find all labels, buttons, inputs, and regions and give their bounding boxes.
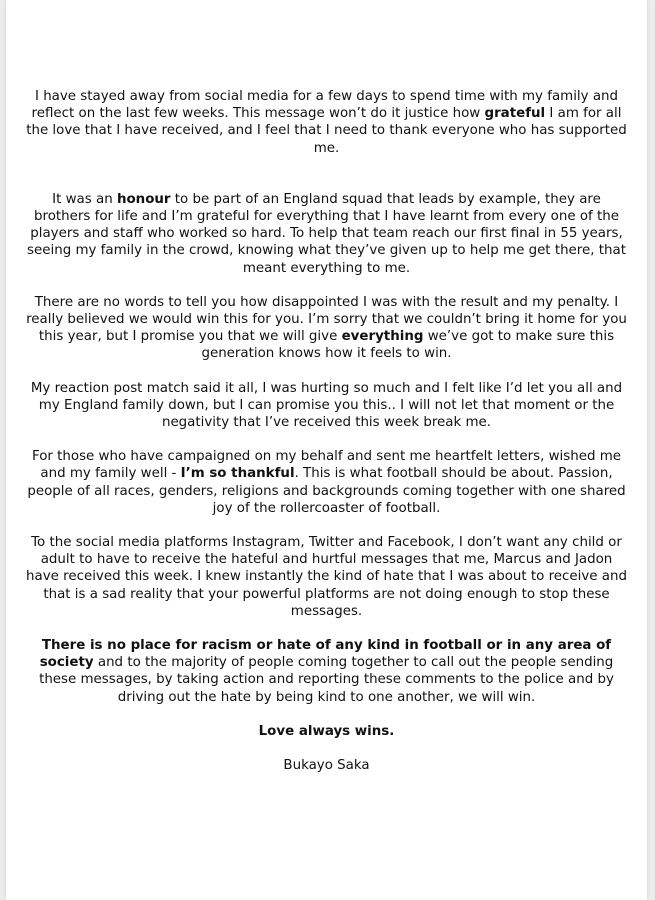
- emphasis-text: There is no place for racism or hate of any kind in football or in any area of society: [39, 638, 612, 671]
- paragraph-gratitude: [26, 88, 627, 157]
- emphasis-text: everything: [341, 329, 424, 345]
- paragraph-england-squad: [26, 191, 627, 277]
- closing-text: Love always wins.: [258, 723, 395, 739]
- letter-page: [6, 0, 647, 900]
- paragraph-disappointment: [26, 294, 627, 363]
- closing-line: [26, 723, 627, 740]
- paragraph-thanks: [26, 448, 627, 517]
- emphasis-text: I’m so thankful: [180, 466, 295, 482]
- paragraph-text: to be part of an England squad that leads by example, they are brothers for life and I’m grateful for everything that I have learnt from every one of the players and staff who worked so hard. To help that team reach our first final in 55 years, seeing my family in the crowd, knowing what they’ve given up to help me get there, that meant everything to me.: [27, 191, 626, 276]
- emphasis-text: grateful: [484, 106, 546, 122]
- signature: Bukayo Saka: [283, 758, 370, 774]
- paragraph-racism: [26, 637, 627, 706]
- paragraph-text: . This is what football should be about. Passion, people of all races, genders, religions and backgrounds coming together with one shared joy of the rollercoaster of football.: [27, 466, 626, 516]
- paragraph-social-media: To the social media platforms Instagram, Twitter and Facebook, I don’t want any child or adult to have to receive the hateful and hurtful messages that me, Marcus and Jadon have received this week. I knew instantly the kind of hate that I was about to receive and that is a sad reality that your powerful platforms are not doing enough to stop these messages.: [26, 535, 627, 619]
- paragraph-text: It was an: [52, 191, 117, 207]
- paragraph-reaction: My reaction post match said it all, I was hurting so much and I felt like I’d let you all and my England family down, but I can promise you this.. I will not let that moment or the negativity that I’ve received this week break me.: [30, 380, 623, 431]
- emphasis-text: honour: [116, 191, 171, 207]
- paragraph-text: For those who have campaigned on my behalf and sent me heartfelt letters, wished me and my family well -: [31, 449, 622, 482]
- paragraph-text: I have stayed away from social media for a few days to spend time with my family and reflect on the last few weeks. This message won’t do it justice how: [31, 89, 619, 122]
- paragraph-text: I am for all the love that I have received, and I feel that I need to thank everyone who has supported me.: [26, 106, 627, 156]
- paragraph-text: we’ve got to make sure this generation knows how it feels to win.: [201, 329, 615, 362]
- paragraph-text: and to the majority of people coming together to call out the people sending these messages, by taking action and reporting these comments to the police and by driving out the hate by being kind to one another, we will win.: [39, 655, 614, 705]
- paragraph-text: There are no words to tell you how disappointed I was with the result and my penalty. I really believed we would win this for you. I’m sorry that we couldn’t bring it home for you this year, but I promise you that we will give: [26, 294, 627, 345]
- letter-body: [26, 88, 627, 774]
